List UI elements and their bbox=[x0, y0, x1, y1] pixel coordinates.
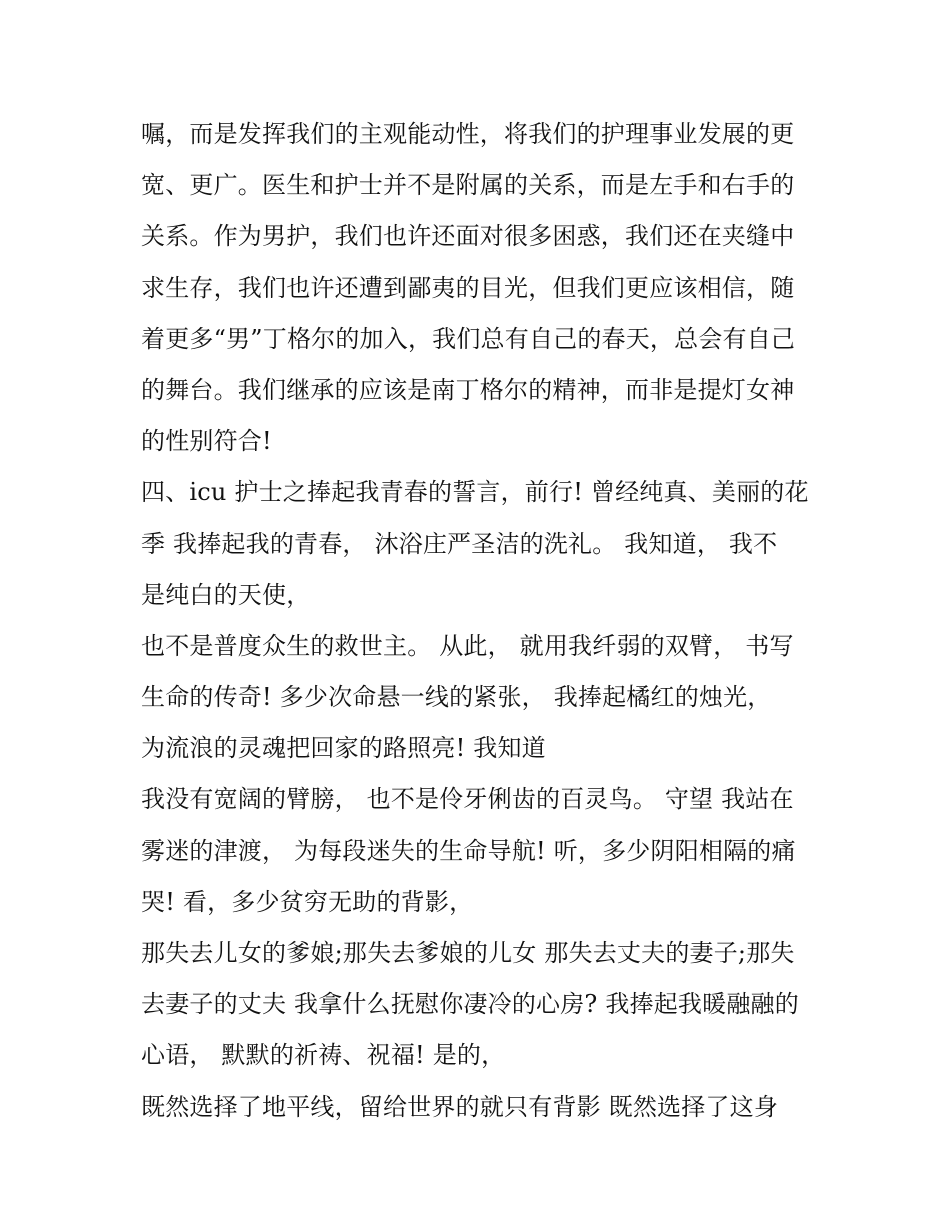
text-line: 是纯白的天使， bbox=[141, 580, 311, 609]
text-line: 宽、更广。医生和护士并不是附属的关系，而是左手和右手的 bbox=[141, 171, 795, 200]
text-line: 也不是普度众生的救世主。 从此， 就用我纤弱的双臂， 书写 bbox=[141, 631, 794, 660]
text-line: 既然选择了地平线，留给世界的就只有背影 既然选择了这身 bbox=[141, 1092, 779, 1121]
text-line: 生命的传奇! 多少次命悬一线的紧张， 我捧起橘红的烛光， bbox=[141, 683, 772, 712]
text-line: 那失去儿女的爹娘;那失去爹娘的儿女 那失去丈夫的妻子;那失 bbox=[141, 939, 795, 967]
text-line: 心语， 默默的祈祷、祝福! 是的， bbox=[141, 1041, 506, 1070]
text-line: 季 我捧起我的青春， 沐浴庄严圣洁的洗礼。 我知道， 我不 bbox=[141, 529, 778, 558]
text-line: 关系。作为男护，我们也许还面对很多困惑，我们还在夹缝中 bbox=[141, 222, 795, 251]
text-line: 雾迷的津渡， 为每段迷失的生命导航! 听，多少阴阳相隔的痛 bbox=[141, 836, 796, 865]
text-line: 嘱，而是发挥我们的主观能动性，将我们的护理事业发展的更 bbox=[141, 120, 795, 148]
text-line: 求生存，我们也许还遭到鄙夷的目光，但我们更应该相信，随 bbox=[141, 273, 795, 302]
text-line: 哭! 看，多少贫穷无助的背影， bbox=[141, 887, 474, 916]
text-line: 去妻子的丈夫 我拿什么抚慰你凄冷的心房? 我捧起我暖融融的 bbox=[141, 990, 799, 1019]
text-line: 的舞台。我们继承的应该是南丁格尔的精神，而非是提灯女神 bbox=[141, 375, 795, 404]
section-heading-line: 四、icu 护士之捧起我青春的誓言，前行! 曾经纯真、美丽的花 bbox=[141, 478, 809, 507]
text-line: 着更多“男”丁格尔的加入，我们总有自己的春天，总会有自己 bbox=[141, 324, 796, 353]
text-line: 为流浪的灵魂把回家的路照亮! 我知道 bbox=[141, 734, 546, 763]
text-line: 的性别符合! bbox=[141, 427, 272, 456]
body-text bbox=[141, 109, 821, 1133]
text-line: 我没有宽阔的臂膀， 也不是伶牙俐齿的百灵鸟。 守望 我站在 bbox=[141, 785, 794, 814]
